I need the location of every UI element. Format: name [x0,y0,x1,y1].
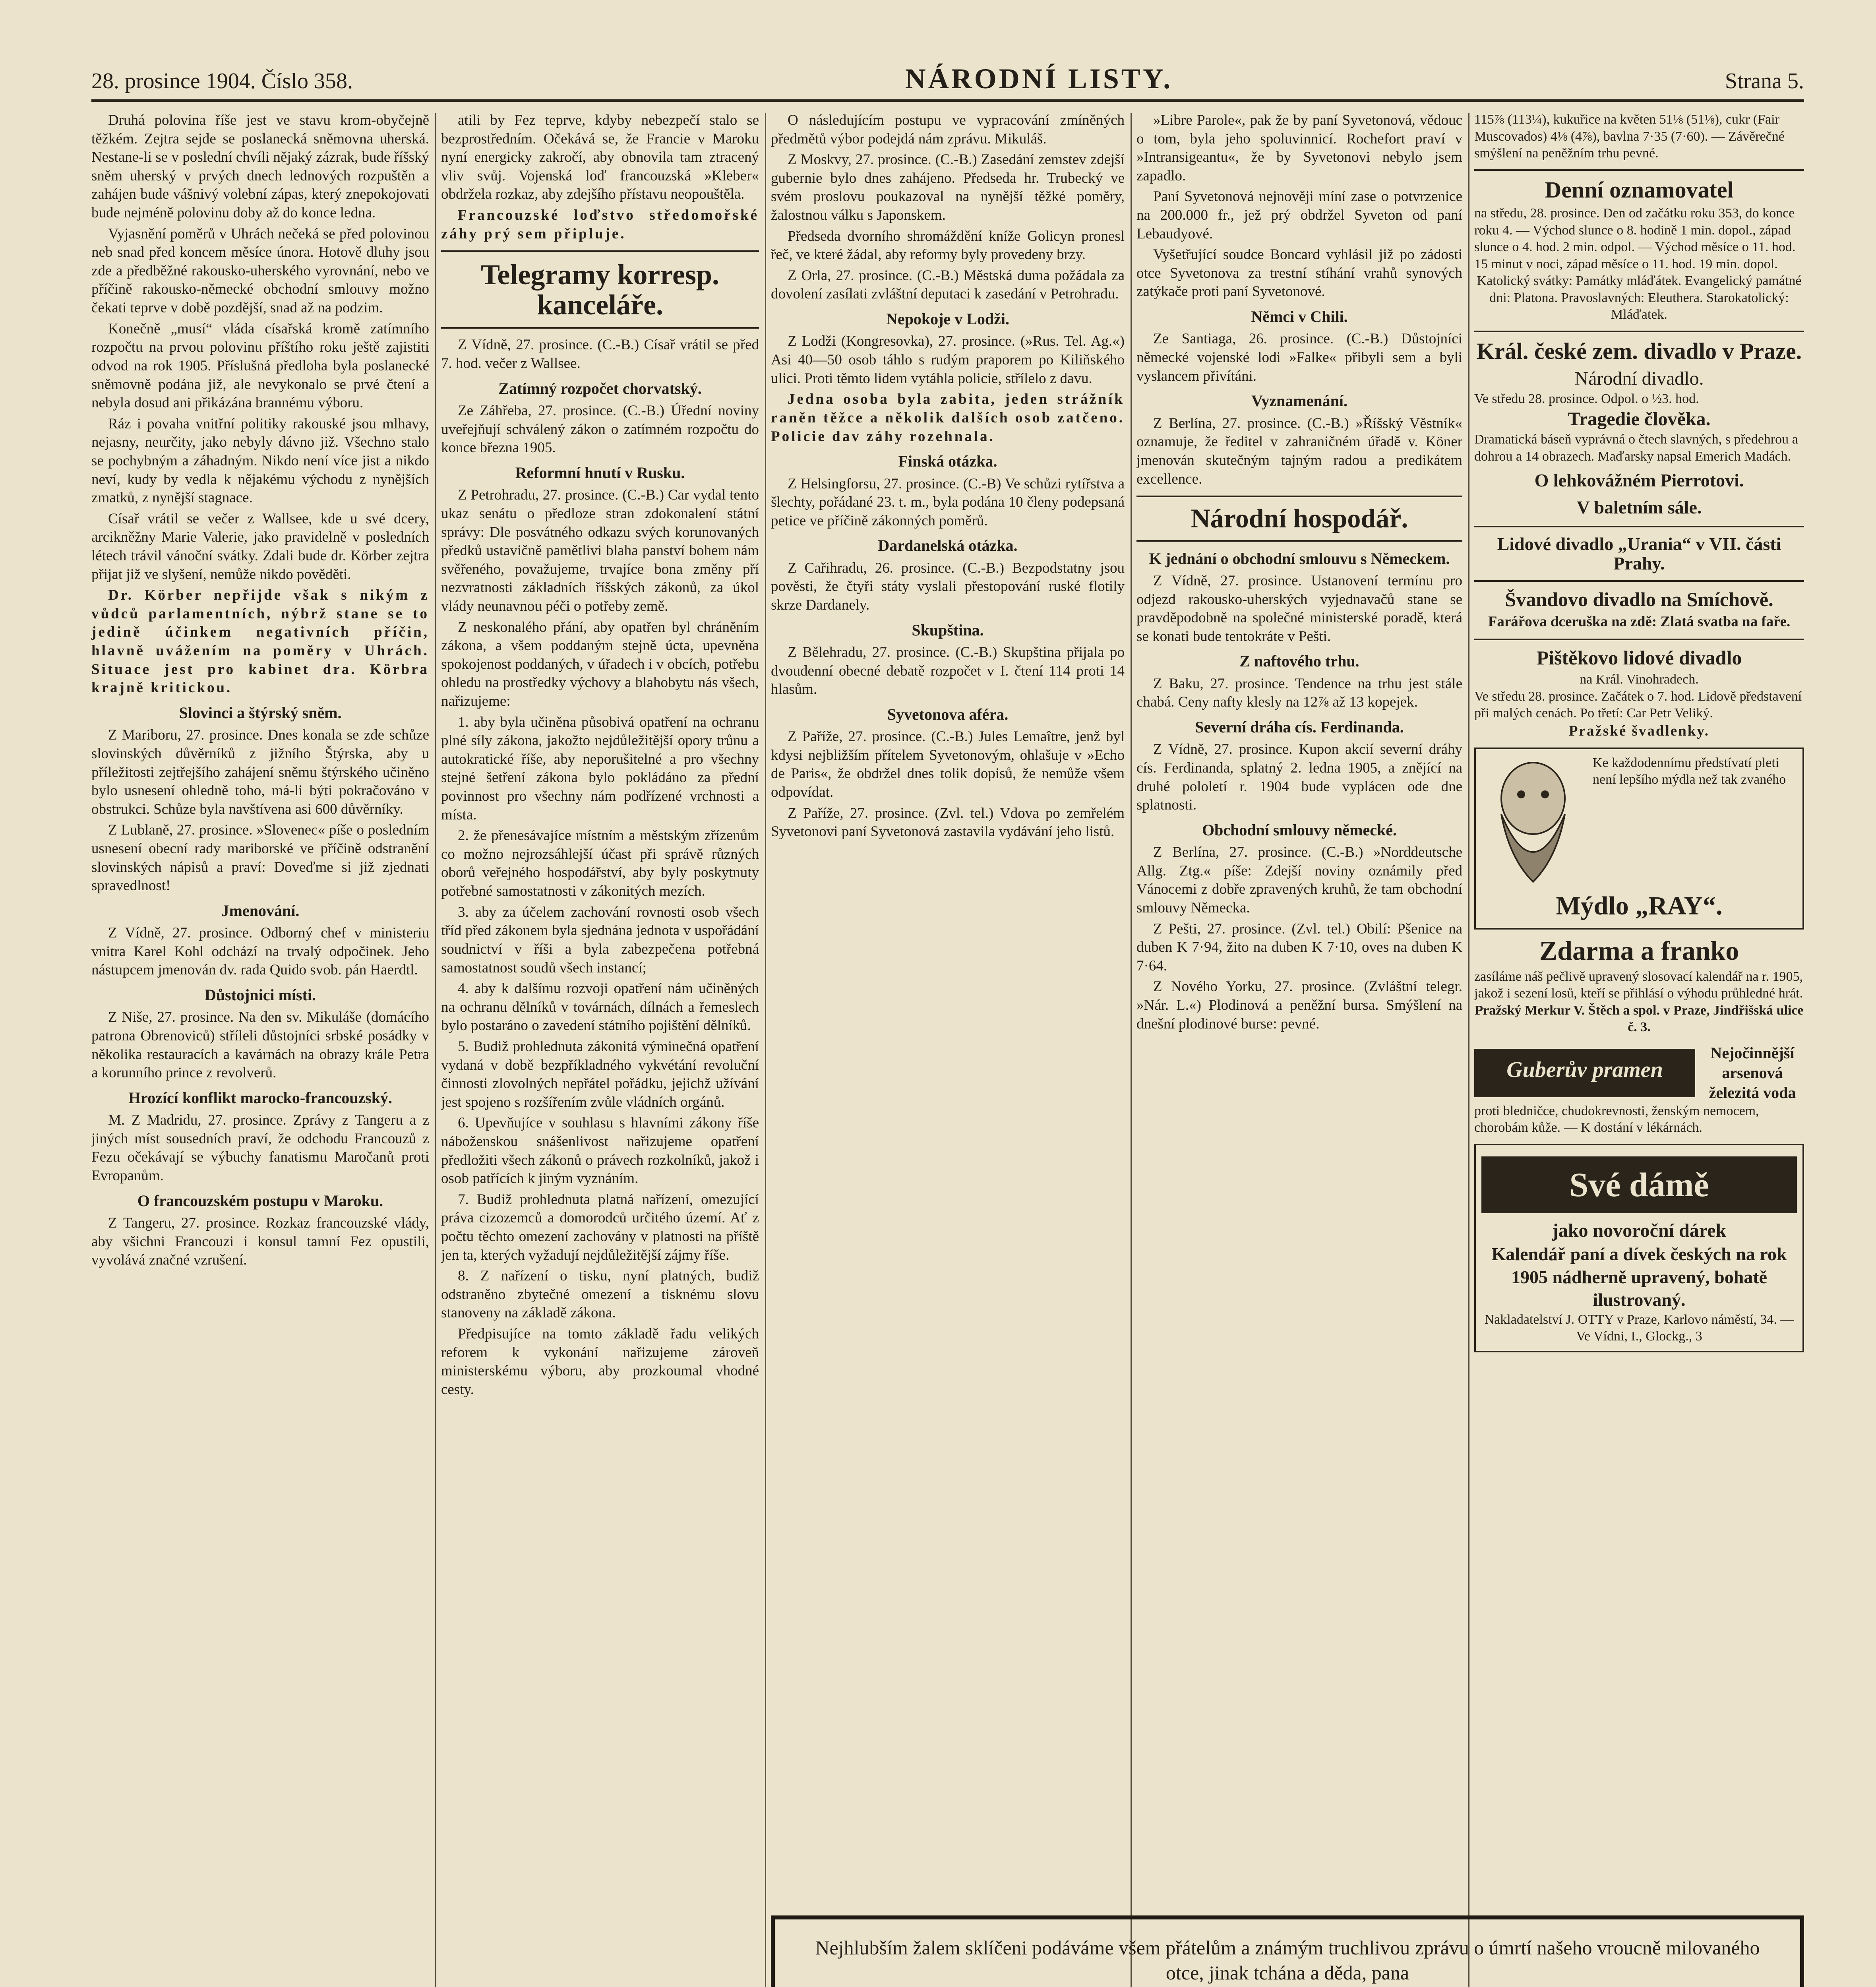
paragraph: Konečně „musí“ vláda císařská kromě zatímního rozpočtu na prvou polovinu příštího roku ještě zajistiti odvod na rok 1905. Příslušná předloha byla poslanecké sněmovně podána již, ale nevykonalo se prvé čtení a nebyla dosud ani přikázána brannému výboru. [91,320,429,411]
paragraph: Vyšetřující soudce Boncard vyhlásil již po zádosti otce Syvetonova za trestní stíhání vrahů synových zatýkače proti paní Syvetonové. [1136,246,1462,300]
oznamovatel-title: Denní oznamovatel [1545,176,1734,203]
paragraph: Předseda dvorního shromáždění kníže Golicyn pronesl řeč, ve které žádal, aby reformy byly provedeny brzy. [771,228,1125,263]
column-rule [765,113,766,1987]
paragraph: Z Berlína, 27. prosince. (C.-B.) »Norddeutsche Allg. Ztg.« píše: Zdejší noviny oznámily před Vánocemi z dobře zpravených kruhů, že tam obchodní smlouvy Německa. [1136,844,1462,916]
section-heading: Reformní hnutí v Rusku. [515,463,685,482]
section-heading: Zatímný rozpočet chorvatský. [498,379,702,397]
play-description: Dramatická báseň vyprávná o čtech slavných, s předehrou a dohrou a 14 obrazech. Maďarsky napsal Emerich Madách. [1474,432,1798,464]
paragraph: 1. aby byla učiněna působivá opatření na ochranu plné síly zákona, jakožto nejdůležitější opory trůnu a autokratické říše, aby neporušitelné a pro všechny stejné šetření zákona bylo pokládáno za přední povinnost pro všechny nám podřízené vrchnosti a místa. [441,714,759,823]
section-heading: Severní dráha cís. Ferdinanda. [1195,718,1404,736]
bearded-man-portrait [1481,755,1585,886]
pistek-title: Pištěkovo lidové divadlo [1536,646,1742,669]
obituary-intro: Nejhlubším žalem sklíčeni podáváme všem přátelům a známým truchlivou zprávu o úmrtí našeho vroucně milovaného otce, jinak tchána a děda, pana [815,1937,1760,1984]
column-4 [1136,111,1462,1900]
paragraph: 2. že přenesávajíce místním a městským zřízenům co možno nejrozsáhlejší účast při správě různých oborů veřejného hospodářství, aby byly poskytnuty potřebné samostatnosti v zákonitých mezích. [441,827,759,900]
section-heading: Jmenování. [221,901,300,920]
section-heading: Finská otázka. [898,452,997,471]
paragraph: Z Orla, 27. prosince. (C.-B.) Městská duma požádala za dovolení zasílati zvláštní deputaci k zasedání v Petrohradu. [771,267,1125,302]
section-heading: Syvetonova aféra. [887,705,1009,723]
svedame-text: Kalendář paní a dívek českých na rok 1905 nádherně upravený, bohatě ilustrovaný. [1491,1244,1787,1310]
paragraph: Z Lodži (Kongresovka), 27. prosince. (»Rus. Tel. Ag.«) Asi 40—50 osob táhlo s rudým praporem po Kiliňského ulici. Proti těmto lidem vytáhla policie, střílelo z davu. [771,333,1125,387]
paragraph: atili by Fez teprve, kdyby nebezpečí stalo se bezprostředním. Očekává se, že Francie v Maroku nyní energicky zakročí, aby obnovila tam ztracený vliv svůj. Vojenská loď francouzská »Kleber« obdržela rozkaz, aby zdejšího přístavu neopouštěla. [441,112,759,203]
column-rule [1468,113,1469,1987]
paragraph: Z Nového Yorku, 27. prosince. (Zvláštní telegr. »Nár. L.«) Plodinová a peněžní bursa. Smýšlení na dnešní plodinové burse: pevné. [1136,978,1462,1032]
guber-ad [1474,1043,1804,1103]
paragraph: Z Berlína, 27. prosince. (C.-B.) »Říšský Věstník« oznamuje, že ředitel v zahraničném úřadě v. Köner jmenován skutečným tajným radou a predikátem excellence. [1136,415,1462,487]
oznamovatel-calendar: Katolický svátky: Památky mláďátek. Evangelický památné dni: Platona. Pravoslavných: Eleuthera. Starokatolický: Mláďatek. [1477,273,1802,322]
section-heading: O francouzském postupu v Maroku. [137,1191,383,1210]
ray-intro: Ke každodennímu předstívatí pleti není lepšího mýdla než tak zvaného [1593,755,1786,787]
urania-title: Lidové divadlo „Urania“ v VII. části Prahy. [1497,534,1781,573]
section-heading: Hrozící konflikt marocko-francouzský. [128,1088,393,1107]
pistek-text: Ve středu 28. prosince. Začátek o 7. hod. Lidově představení při malých cenách. Po třetí: Car Petr Veliký. [1474,689,1802,721]
paragraph: Ze Santiaga, 26. prosince. (C.-B.) Důstojníci německé vojenské lodi »Falke« přibyli sem a byli vyslancem přivítáni. [1136,331,1462,384]
column-3 [771,111,1125,1900]
paragraph: Z Moskvy, 27. prosince. (C.-B.) Zasedání zemstev zdejší gubernie bylo dnes zahájeno. Předseda hr. Trubecký ve svém proslovu poukazoval na nynější těžké poměry, žalostnou válku s Japonskem. [771,151,1125,224]
masthead [91,64,1804,102]
play-title: V baletním sále. [1576,497,1702,517]
divider [1474,639,1804,640]
paragraph: Z Vídně, 27. prosince. Odborný chef v ministeriu vnitra Karel Kohl odchází na trvalý odpočinek. Jeho nástupcem jmenován dv. rada Quido svob. pán Haerdtl. [91,925,429,978]
paragraph: Z Lublaně, 27. prosince. »Slovenec« píše o posledním usnesení obecní rady mariborské ve příčině odstranění slovinských nápisů a praví: Doveďme si již zjednati spravedlnost! [91,822,429,894]
svedame-firm: Nakladatelství J. OTTY v Praze, Karlovo náměstí, 34. — Ve Vídni, I., Glockg., 3 [1484,1312,1794,1344]
divider [1474,580,1804,582]
section-heading: Němci v Chili. [1251,308,1348,326]
column-rule [435,113,436,1987]
paragraph: Z Bělehradu, 27. prosince. (C.-B.) Skupština přijala po dvoudenní obecné debatě rozpočet v I. čtení 114 proti 14 hlasům. [771,644,1125,698]
paragraph: Z neskonalého přání, aby opatřen byl chráněním zákona, a všem poddaným stejně úcta, upevněna spokojenost poddaných, v úřadech i v obcích, potřebu ohledu na prostředky výchovy a blahobytu nás všech, nařizujeme: [441,619,759,709]
paragraph: Druhá polovina říše jest ve stavu krom-obyčejně těžkém. Zejtra sejde se poslanecká sněmovna uherská. Nestane-li se v poslední chvíli nějaký zázrak, bude říšský sněm uherský v prvých dnech lednových rozpuštěn a zahájen bude vášnivý volební zápas, který znepokojovati bude nejméně polovinu doby až do konce ledna. [91,112,429,221]
divider [1474,169,1804,171]
paragraph: Jedna osoba byla zabita, jeden strážník raněn těžce a několik dalších osob zatčeno. Policie dav záhy rozehnala. [771,391,1125,445]
column-2 [441,111,759,1987]
divider [441,250,759,252]
guber-side: Nejočinnější arsenová železitá voda [1709,1044,1796,1102]
divider [1474,526,1804,527]
paragraph: Z Baku, 27. prosince. Tendence na trhu jest stále chabá. Ceny nafty klesly na 12⅞ až 13 kopejek. [1136,675,1462,711]
page-number: Strana 5. [1725,69,1804,93]
paragraph: Z Vídně, 27. prosince. Ustanovení termínu pro odjezd rakousko-uherských vyjednavačů stane se pravděpodobně na společné ministerské poradě, která se konati bude tentokráte v Pešti. [1136,572,1462,645]
paragraph: 6. Upevňujíce v souhlasu s hlavními zákony říše náboženskou snášenlivost nařizujeme opatření předložiti všech zákonů o právech rozkolníků, jakož i osob patřících k jiným vyznáním. [441,1115,759,1187]
section-heading: Důstojnici místi. [205,986,316,1004]
theatre-subtitle: Národní divadlo. [1574,368,1704,389]
section-heading: Obchodní smlouvy německé. [1202,821,1397,839]
svandovo-title: Švandovo divadlo na Smíchově. [1505,588,1773,610]
pistek-cast: Pražské švadlenky. [1568,722,1710,739]
telegram-heading: Telegramy korresp. kanceláře. [481,259,719,321]
paragraph: Z Niše, 27. prosince. Na den sv. Mikuláše (domácího patrona Obrenoviců) stříleli důstojníci srbské posádky v několika restauracích a kavárnách na obrazy krále Petra a korunního prince z revolverů. [91,1009,429,1081]
paragraph: Ze Záhřeba, 27. prosince. (C.-B.) Úřední noviny uveřejňují schválený zákon o zatímném rozpočtu do konce března 1905. [441,403,759,456]
paragraph: 5. Budiž prohlednuta zákonitá výminečná opatření vydaná v době bezpříkladného vykvétání revoluční činnosti zlovolných nepřátel pořádku, jejichž užívání jest spojeno s rozšířením zvůle vládních orgánů. [441,1038,759,1110]
section-heading: Z naftového trhu. [1239,652,1359,670]
ray-soap-ad [1474,748,1804,930]
zdarma-text: zasíláme náš pečlivě upravený slosovací kalendář na r. 1905, jakož i sezení losů, kteří se přihlásí o výhodu průhledné hrát. [1474,969,1803,1001]
section-heading: Vyznamenání. [1251,392,1347,410]
svedame-title: Své dámě [1481,1156,1797,1214]
theatre-title: Král. české zem. divadlo v Praze. [1476,338,1802,364]
guber-text: proti bledničce, chudokrevnosti, ženským nemocem, chorobám kůže. — K dostání v lékárnách. [1474,1103,1759,1135]
paragraph: Vyjasnění poměrů v Uhrách nečeká se před polovinou neb snad před koncem měsíce února. Hotově dluhy jsou zde a předběžné rakousko-uherského vyrovnání, nebo ve příčině rakousko-německé obchodní smlouvy možno čekati teprve v době pozdější, snad až na podzim. [91,225,429,316]
guber-label: Guberův pramen [1474,1049,1695,1097]
paragraph: Císař vrátil se večer z Wallsee, kde u své dcery, arcikněžny Marie Valerie, jako pravidelně v posledních létech trávil vánoční svátky. Zdali bude dr. Körber zejtra přijat již ve slyšení, nemůže nikdo pověděti. [91,510,429,583]
divider [441,327,759,329]
divider [1474,331,1804,332]
section-heading: K jednání o obchodní smlouvu s Německem. [1149,549,1450,567]
issue-date: 28. prosince 1904. Číslo 358. [91,69,353,93]
paragraph: M. Z Madridu, 27. prosince. Zprávy z Tangeru a z jiných míst sousedních praví, že odchodu Francouzů z Fezu očekávají se výbuchy fanatismu Maročanů proti Evropanům. [91,1112,429,1184]
paragraph: Předpisujíce na tomto základě řadu velikých reforem k vykonání nařizujeme zároveň ministerskému výboru, aby prozkoumal vhodné cesty. [441,1326,759,1398]
column-rule [1131,113,1132,1987]
divider [1136,540,1462,542]
paragraph: O následujícím postupu ve vypracování zmíněných předmětů výbor podejdá nám zprávu. Mikuláš. [771,112,1125,147]
section-heading: Dardanelská otázka. [878,536,1018,555]
newspaper-title: NÁRODNÍ LISTY. [905,63,1173,95]
zdarma-title: Zdarma a franko [1539,935,1739,966]
section-heading: Nepokoje v Lodži. [886,310,1009,328]
paragraph: 4. aby k dalšímu rozvoji opatření nám učiněných na ochranu dělníků v továrnách, dílnách a řemeslech bylo postaráno o zavedení státního pojištění dělníků. [441,980,759,1034]
ads-column [1474,111,1804,1892]
obituary-notice [771,1915,1804,1987]
market-report: 115⅞ (113¼), kukuřice na květen 51⅛ (51⅛), cukr (Fair Muscovados) 4⅛ (4⅞), bavlna 7·35 (7·60). — Závěrečné smýšlení na peněžním trhu pevné. [1474,112,1785,161]
section-title: Národní hospodář. [1191,503,1408,534]
paragraph: Z Petrohradu, 27. prosince. (C.-B.) Car vydal tento ukaz senátu o předloze stran zdokonalení státní správy: Dle posvátného odkazu svých korunovaných předků ustavičně pamětlivi blaha panství bohem nám svěřeného, považujeme, trvajíce bona změny pří nezvratnosti základních říšských zákonů, za úkol vlády neunavnou péči o potřeby země. [441,487,759,614]
oznamovatel-text: na středu, 28. prosince. Den od začátku roku 353, do konce roku 4. — Východ slunce o 8. hodině 1 min. dopol., západ slunce o 4. hod. 2 min. odpol. — Východ měsíce o 11. hod. 15 minut v noci, západ měsíce o 11. hod. 19 min. dopol. [1474,206,1796,271]
paragraph: Z Helsingforsu, 27. prosince. (C.-B) Ve schůzi rytířstva a šlechty, pořádané 23. t. m., byla podána 10 členy podepsaná petice ve příčině zákonných poměrů. [771,475,1125,529]
paragraph: Dr. Körber nepřijde však s nikým z vůdců parlamentních, nýbrž stane se to jedině účinkem negativních příčin, hlavně uvážením na poměry v Uhrách. Situace jest pro kabinet dra. Körbra krajně kritickou. [91,587,429,696]
kalendar-ad [1474,1144,1804,1352]
divider [1136,496,1462,497]
paragraph: Z Vídně, 27. prosince. (C.-B.) Císař vrátil se před 7. hod. večer z Wallsee. [441,337,759,372]
paragraph: Z Pešti, 27. prosince. (Zvl. tel.) Obilí: Pšenice na duben K 7·94, žito na duben K 7·10, oves na duben K 7·64. [1136,920,1462,974]
play-title: Tragedie člověka. [1568,409,1711,430]
paragraph: 7. Budiž prohlednuta platná nařízení, omezující práva cizozemců a domorodců určitého území. Ať z počtu těchto omezení zachovány v platnosti na příště jen ta, kterých vyžadují nejdůležitější zájmy říše. [441,1191,759,1263]
zdarma-firm: Pražský Merkur V. Štěch a spol. v Praze, Jindřišská ulice č. 3. [1475,1003,1804,1035]
paragraph: Z Cařihradu, 26. prosince. (C.-B.) Bezpodstatny jsou pověsti, že čtyři státy vyslali přestopování ruské flotily skrze Dardanely. [771,560,1125,613]
paragraph: Paní Syvetonová nejnověji míní zase o potvrzenice na 200.000 fr., jež prý obdržel Syveton od paní Lebaudyové. [1136,188,1462,242]
paragraph: Z Tangeru, 27. prosince. Rozkaz francouzské vlády, aby všichni Francouzi i konsul tamní Fez opustili, vyvolává značné vzrušení. [91,1215,429,1269]
paragraph: »Libre Parole«, pak že by paní Syvetonová, vědouc o tom, byla jeho spoluvinnicí. Rochefort praví v »Intransigeantu«, že by Syvetonovi nebylo jsem zapadlo. [1136,112,1462,184]
paragraph: 8. Z nařízení o tisku, nyní platných, budiž odstraněno zbytečné omezení a tisknému slovu stanoveny na základě zákona. [441,1268,759,1321]
theatre-date: Ve středu 28. prosince. Odpol. o ½3. hod. [1474,391,1699,406]
section-heading: Slovinci a štýrský sněm. [179,703,342,722]
paragraph: Ráz i povaha vnitřní politiky rakouské jsou mlhavy, nejasny, neurčity, jako nebyly dávno již. Všechno stalo se pochybným a záhadným. Nikdo není více jist a nikdo neví, kudy by vedla k nějakému východu z nynějších zmatků, z nynější stagnace. [91,415,429,506]
section-heading: Skupština. [912,621,984,639]
paragraph: Z Paříže, 27. prosince. (Zvl. tel.) Vdova po zemřelém Syvetonovi paní Syvetonová zastavila vydávání jeho listů. [771,805,1125,840]
paragraph: Z Vídně, 27. prosince. Kupon akcií severní dráhy cís. Ferdinanda, splatný 2. ledna 1905, a znějící na druhé pololetí r. 1904 bude vyplácen ode dne splatnosti. [1136,741,1462,813]
svandovo-play: Farářova dceruška na zdě: Zlatá svatba na faře. [1488,614,1791,630]
ray-name: Mýdlo „RAY“. [1556,891,1723,920]
svedame-subtitle: jako novoroční dárek [1552,1220,1727,1241]
column-1 [91,111,429,1987]
paragraph: Z Paříže, 27. prosince. (C.-B.) Jules Lemaître, jenž byl kdysi nejbližším přítelem Syvetonovým, ohlašuje v »Echo de Paris«, že obdržel dnes tolik dopisů, že nemůže všem odpovídat. [771,728,1125,801]
pistek-subtitle: na Král. Vinohradech. [1580,672,1699,687]
play-title: O lehkovážném Pierrotovi. [1534,470,1744,491]
paragraph: Z Mariboru, 27. prosince. Dnes konala se zde schůze slovinských důvěrníků z jižního Štýrska, aby u příležitosti zejtřejšího zahájení sněmu štýrského učiněno bylo usnesení ohledně toho, má-li býti pokračováno v obstrukci. Schůze byla navštívena asi 600 důvěrníky. [91,727,429,817]
paragraph: 3. aby za účelem zachování rovnosti osob všech tříd před zákonem byla sjednána jednota v uspořádání soudnictví v říši a byla zabezpečena potřebná samostatnost soudů všech instancí; [441,904,759,976]
paragraph: Francouzské loďstvo středomořské záhy prý sem připluje. [441,207,759,242]
